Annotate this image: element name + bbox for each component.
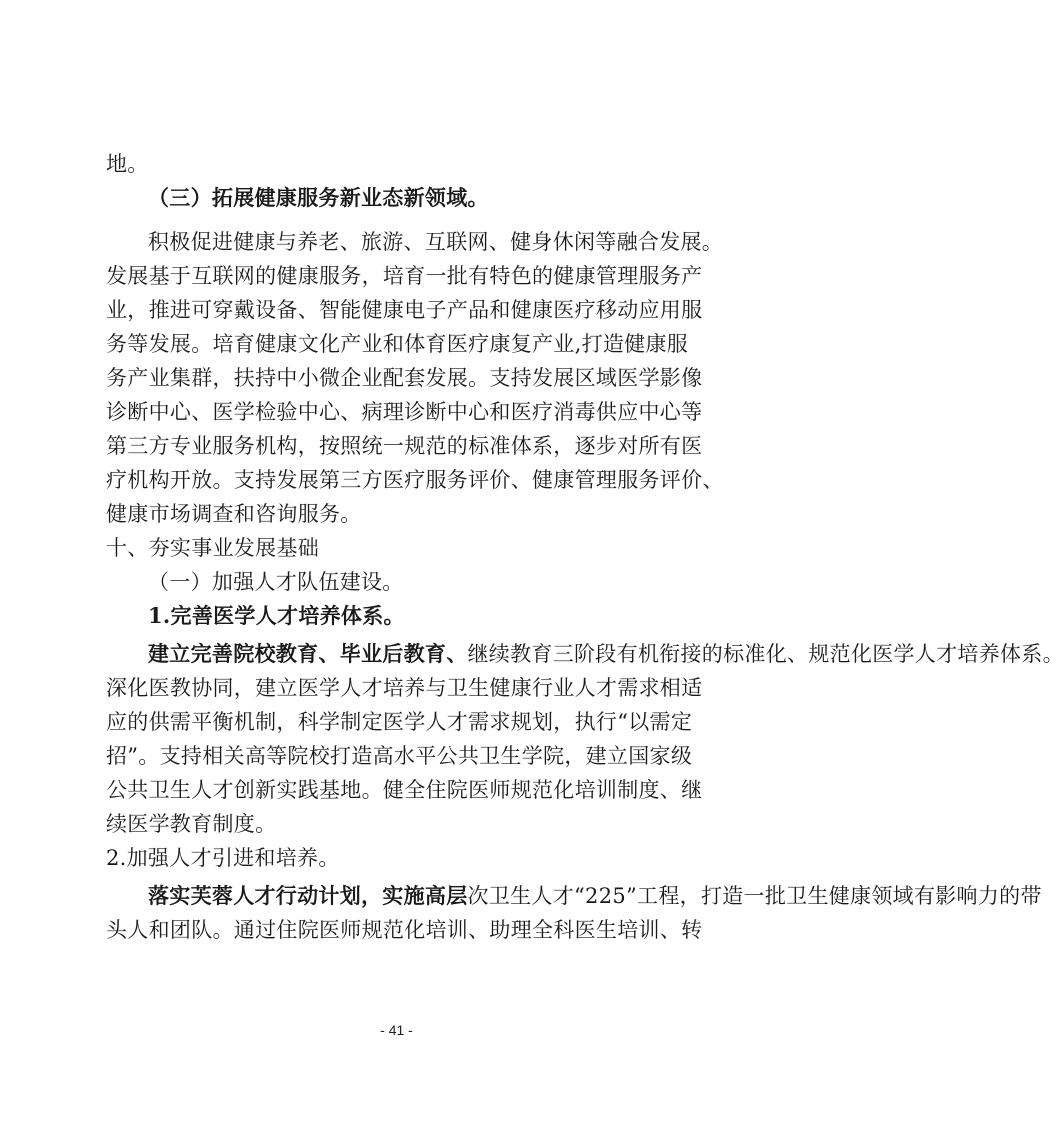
paragraph-line: 积极促进健康与养老、旅游、互联网、健身休闲等融合发展。 — [148, 230, 724, 254]
paragraph-line — [148, 638, 1064, 670]
paragraph-line — [106, 948, 696, 980]
paragraph-line: 头人和团队。通过住院医师规范化培训、助理全科医生培训、转 — [106, 918, 703, 942]
paragraph-line: 务等发展。培育健康文化产业和体育医疗康复产业,打造健康服 — [106, 332, 689, 356]
section-heading: 1.完善医学人才培养体系。 — [148, 603, 405, 628]
paragraph-line: 公共卫生人才创新实践基地。健全住院医师规范化培训制度、继 — [106, 778, 703, 802]
paragraph-line — [148, 880, 1042, 912]
paragraph-line: 续医学教育制度。 — [106, 812, 277, 836]
section-heading: （三）拓展健康服务新业态新领域。 — [148, 185, 489, 210]
paragraph-line: 地。 — [106, 152, 149, 176]
paragraph-line: 疗机构开放。支持发展第三方医疗服务评价、健康管理服务评价、 — [106, 468, 724, 492]
paragraph-line: 诊断中心、医学检验中心、病理诊断中心和医疗消毒供应中心等 — [106, 400, 703, 424]
paragraph-line: 十、夯实事业发展基础 — [106, 536, 319, 560]
item-heading: 建立完善院校教育、毕业后教育、 — [148, 642, 468, 666]
paragraph-line: 务产业集群，扶持中小微企业配套发展。支持发展区域医学影像 — [106, 366, 703, 390]
page-number: - 41 - — [380, 1022, 413, 1038]
item-text: 次卫生人才“225”工程，打造一批卫生健康领域有影响力的带 — [467, 884, 1042, 908]
paragraph-line: 发展基于互联网的健康服务，培育一批有特色的健康管理服务产 — [106, 264, 703, 288]
item-text: 继续教育三阶段有机衔接的标准化、规范化医学人才培养体系。 — [467, 642, 1064, 666]
paragraph-line: 第三方专业服务机构，按照统一规范的标准体系，逐步对所有医 — [106, 434, 703, 458]
paragraph-line: 2.加强人才引进和培养。 — [106, 846, 340, 870]
paragraph-line: 健康市场调查和咨询服务。 — [106, 502, 362, 526]
paragraph-line: 招”。支持相关高等院校打造高水平公共卫生学院，建立国家级 — [106, 744, 693, 768]
item-heading: 落实芙蓉人才行动计划，实施高层 — [148, 884, 468, 908]
paragraph-line: 深化医教协同，建立医学人才培养与卫生健康行业人才需求相适 — [106, 676, 703, 700]
paragraph-line: 应的供需平衡机制，科学制定医学人才需求规划，执行“以需定 — [106, 710, 693, 734]
chapter-heading: （一）加强人才队伍建设。 — [148, 570, 404, 594]
paragraph-line: 业，推进可穿戴设备、智能健康电子产品和健康医疗移动应用服 — [106, 298, 703, 322]
